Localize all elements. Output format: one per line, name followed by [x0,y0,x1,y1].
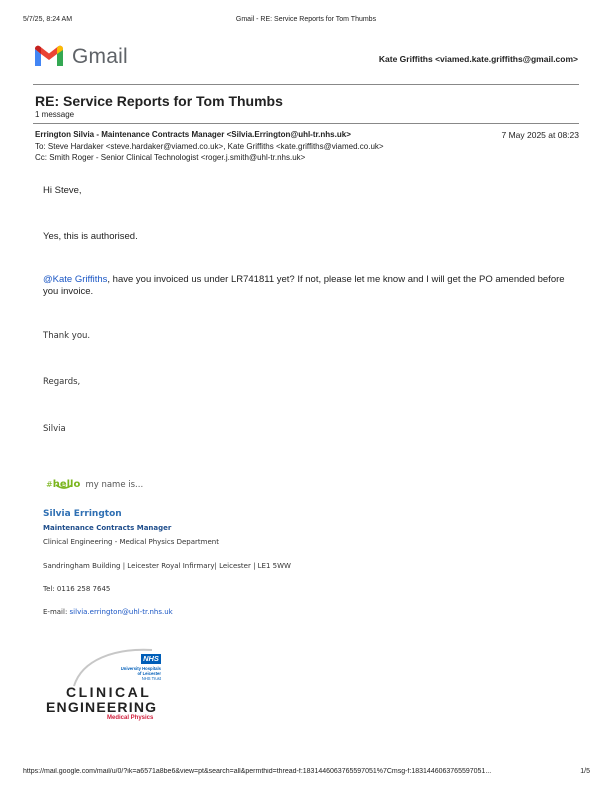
gmail-logo-icon [33,44,65,68]
signature-email-link[interactable]: silvia.errington@uhl-tr.nhs.uk [69,608,173,616]
thanks-line: Thank you. [43,331,91,341]
body-line-authorised: Yes, this is authorised. [43,231,138,242]
nhs-badge: NHS [141,654,161,664]
print-datetime: 5/7/25, 8:24 AM [23,16,73,23]
logo-arc-icon [70,644,170,688]
print-doc-title: Gmail - RE: Service Reports for Tom Thumbs [235,16,377,23]
signature-name: Silvia Errington [43,509,122,519]
body-paragraph-invoice [43,274,573,298]
hello-hash: # [46,480,53,489]
signature-tel: Tel: 0116 258 7645 [43,585,111,593]
logo-word-engineering: ENGINEERING [46,699,158,715]
trust-line-2: of Leicester [137,671,161,676]
signature-department: Clinical Engineering - Medical Physics Department [43,538,219,546]
signoff-line: Silvia [43,424,66,434]
mention-link[interactable]: @Kate Griffiths [43,274,108,285]
hello-word: hello [52,479,81,490]
logo-word-clinical: CLINICAL [66,684,152,700]
signature-title: Maintenance Contracts Manager [43,524,172,532]
greeting: Hi Steve, [43,185,82,196]
body-invoice-text: , have you invoiced us under LR741811 yet? If not, please let me know and I will get the PO amended before you invoice. [43,274,565,297]
print-url: https://mail.google.com/mail/u/0/?ik=a6571a8be6&view=pt&search=all&permthid=thread-f:1831446063765597051%7Cmsg-f:1831446063765597051... [23,768,492,775]
message-cc[interactable]: Cc: Smith Roger - Senior Clinical Technologist <roger.j.smith@uhl-tr.nhs.uk> [35,153,306,162]
signature-email-row [43,608,173,616]
regards-line: Regards, [43,377,81,387]
message-from[interactable]: Errington Silvia - Maintenance Contracts Manager <Silvia.Errington@uhl-tr.nhs.uk> [35,130,351,139]
print-page-number: 1/5 [580,768,590,775]
thread-divider [33,123,579,124]
logo-word-medical-physics: Medical Physics [107,715,154,721]
hello-rest: my name is... [85,480,144,490]
message-to[interactable]: To: Steve Hardaker <steve.hardaker@viamed.co.uk>, Kate Griffiths <kate.griffiths@viamed.co.uk> [35,142,384,151]
message-count: 1 message [35,110,75,119]
thread-subject: RE: Service Reports for Tom Thumbs [35,93,283,109]
gmail-wordmark: Gmail [72,45,128,68]
smile-icon [55,484,73,490]
trust-line-3: NHS Trust [141,676,161,681]
trust-line-1: University Hospitals [120,666,161,671]
signature-email-label: E-mail: [43,608,70,616]
account-label: Kate Griffiths <viamed.kate.griffiths@gmail.com> [378,54,578,64]
header-divider [33,84,579,85]
message-date: 7 May 2025 at 08:23 [501,130,579,140]
signature-address: Sandringham Building | Leicester Royal Infirmary| Leicester | LE1 5WW [43,562,291,570]
